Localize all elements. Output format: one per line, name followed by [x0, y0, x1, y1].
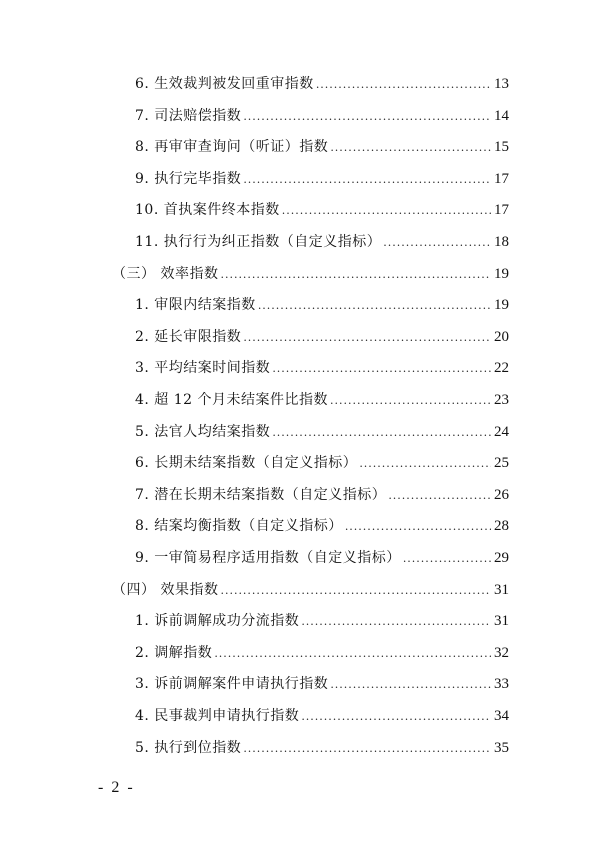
- toc-entry-row: [135, 168, 509, 190]
- toc-entry-label: 8. 再审审查询问（听证）指数: [135, 139, 329, 156]
- toc-entry-label: （四） 效果指数: [112, 581, 219, 598]
- toc-entry-label: 1. 审限内结案指数: [135, 297, 256, 314]
- toc-page-number: 23: [494, 392, 509, 408]
- toc-page-number: 32: [494, 644, 509, 661]
- toc-entry-row: [135, 105, 509, 127]
- toc-page-number: 25: [494, 455, 509, 472]
- toc-entry-label: 8. 结案均衡指数（自定义指标）: [135, 518, 343, 535]
- toc-page-number: 31: [494, 581, 509, 598]
- toc-entry-row: [135, 642, 509, 664]
- toc-entry-row: [135, 231, 509, 253]
- toc-page-number: 31: [494, 613, 509, 630]
- toc-entry-row: [135, 484, 509, 506]
- toc-dot-leader: [330, 390, 491, 412]
- toc-dot-leader: [316, 74, 491, 96]
- toc-entry-row: [135, 326, 509, 348]
- toc-page-number: 34: [494, 708, 509, 724]
- toc-entry-label: 11. 执行行为纠正指数（自定义指标）: [135, 234, 382, 250]
- toc-entry-label: 2. 调解指数: [135, 644, 213, 661]
- toc-dot-leader: [301, 706, 491, 728]
- toc-page-number: 17: [494, 202, 509, 219]
- toc-page-number: 14: [494, 107, 509, 124]
- toc-entry-row: [135, 294, 509, 316]
- toc-entry-row: [135, 199, 509, 221]
- toc-dot-leader: [359, 453, 491, 475]
- toc-page-number: 28: [494, 518, 509, 535]
- page-number: - 2 -: [98, 779, 135, 796]
- toc-entry-row: [135, 452, 509, 474]
- toc-entry-row: [135, 547, 509, 569]
- toc-entry-label: 6. 长期未结案指数（自定义指标）: [135, 455, 358, 472]
- toc-page-number: 20: [494, 328, 509, 345]
- toc-dot-leader: [282, 200, 491, 222]
- toc-entry-row: [135, 357, 509, 379]
- toc-entry-row: [135, 421, 509, 443]
- toc-entry-row: [135, 610, 509, 632]
- toc-page-number: 33: [494, 676, 509, 693]
- toc-entry-label: 7. 司法赔偿指数: [135, 107, 242, 124]
- toc-dot-leader: [301, 611, 491, 633]
- toc-page-number: 29: [494, 550, 509, 566]
- toc-page-number: 19: [494, 297, 509, 314]
- toc-entry-label: 3. 平均结案时间指数: [135, 360, 271, 377]
- toc-entry-row: [135, 389, 509, 411]
- toc-entry-row: [135, 737, 509, 759]
- toc-entry-label: 5. 执行到位指数: [135, 739, 242, 756]
- toc-page-number: 22: [494, 360, 509, 377]
- toc-entry-label: 1. 诉前调解成功分流指数: [135, 613, 300, 630]
- toc-dot-leader: [220, 580, 491, 602]
- toc-entry-label: 9. 一审简易程序适用指数（自定义指标）: [135, 550, 401, 566]
- toc-page-number: 35: [494, 739, 509, 756]
- toc-dot-leader: [243, 738, 491, 760]
- toc-dot-leader: [330, 674, 491, 696]
- toc-entry-label: 9. 执行完毕指数: [135, 170, 242, 187]
- toc-section-row: [112, 579, 509, 601]
- toc-dot-leader: [243, 169, 491, 191]
- toc-dot-leader: [345, 516, 491, 538]
- toc-page-number: 15: [494, 139, 509, 156]
- toc-dot-leader: [272, 358, 491, 380]
- toc-entry-label: 6. 生效裁判被发回重审指数: [135, 76, 314, 92]
- toc-dot-leader: [220, 264, 491, 286]
- toc-page-number: 19: [494, 265, 509, 282]
- toc-entry-label: 4. 民事裁判申请执行指数: [135, 708, 300, 724]
- toc-entry-label: 7. 潜在长期未结案指数（自定义指标）: [135, 486, 387, 503]
- toc-page-number: 26: [494, 486, 509, 503]
- toc-entry-label: 4. 超 12 个月未结案件比指数: [135, 392, 329, 408]
- toc-page-number: 17: [494, 170, 509, 187]
- toc-entry-label: 2. 延长审限指数: [135, 328, 242, 345]
- toc-entry-row: [135, 73, 509, 95]
- toc-dot-leader: [272, 422, 491, 444]
- toc-dot-leader: [214, 643, 491, 665]
- toc-dot-leader: [243, 106, 491, 128]
- toc-page-number: 18: [494, 234, 509, 250]
- toc-page-number: 24: [494, 423, 509, 440]
- toc-entry-label: 10. 首执案件终本指数: [135, 202, 280, 219]
- toc-entry-label: 3. 诉前调解案件申请执行指数: [135, 676, 329, 693]
- toc-dot-leader: [388, 485, 491, 507]
- toc-entry-label: 5. 法官人均结案指数: [135, 423, 271, 440]
- toc-entry-row: [135, 515, 509, 537]
- toc-dot-leader: [403, 548, 491, 570]
- toc-page-number: 13: [494, 76, 509, 92]
- toc-section-row: [112, 263, 509, 285]
- toc-dot-leader: [243, 327, 491, 349]
- toc-dot-leader: [258, 295, 491, 317]
- toc-dot-leader: [383, 232, 491, 254]
- toc-entry-row: [135, 705, 509, 727]
- toc-entry-row: [135, 673, 509, 695]
- toc-entry-label: （三） 效率指数: [112, 265, 219, 282]
- toc-dot-leader: [330, 137, 491, 159]
- toc-entry-row: [135, 136, 509, 158]
